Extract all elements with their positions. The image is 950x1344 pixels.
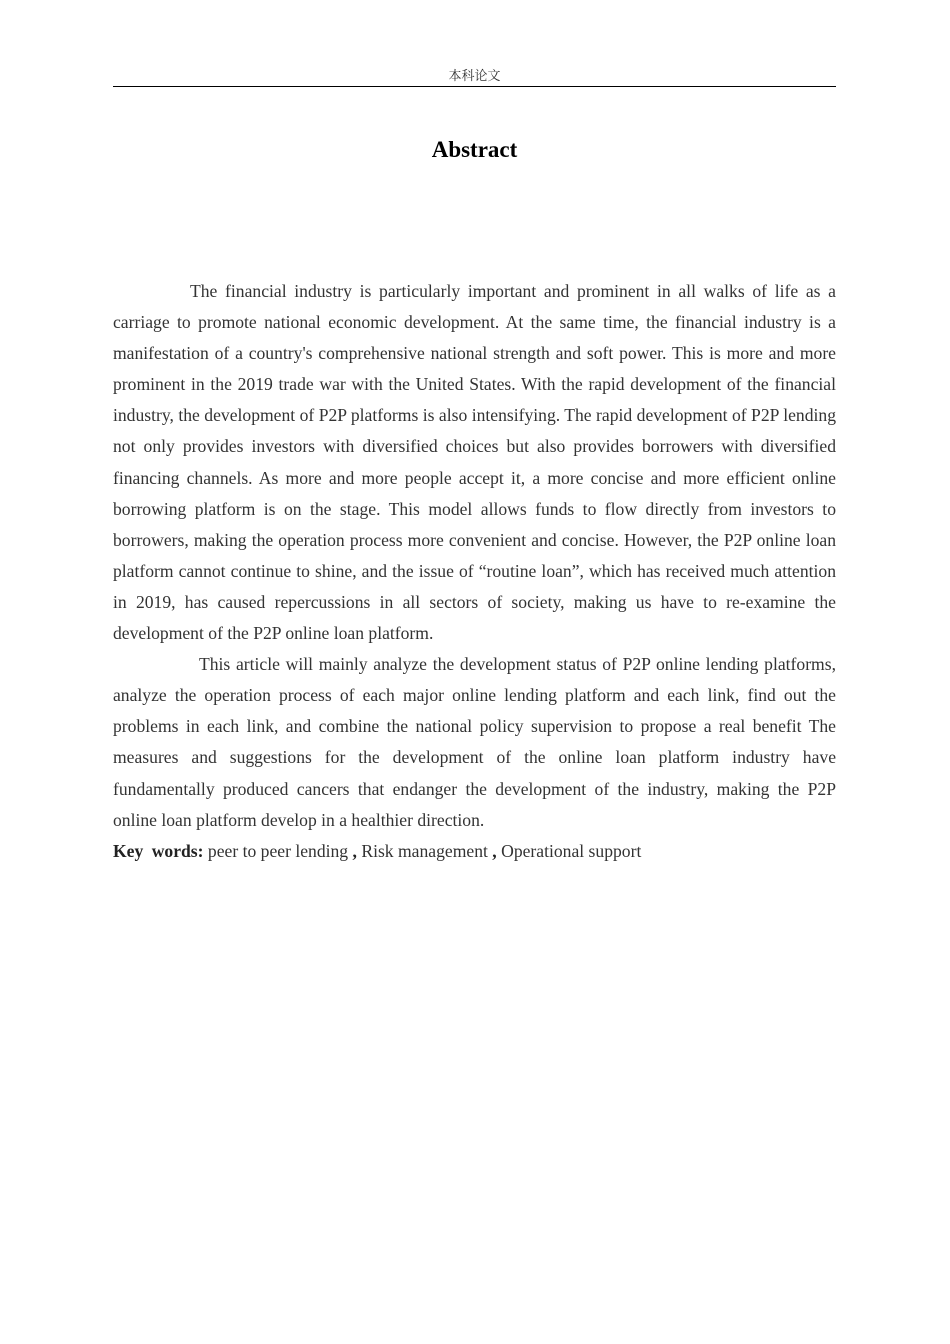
keyword-separator-2: , bbox=[492, 840, 497, 861]
keywords-label: Key words: bbox=[113, 840, 204, 861]
keyword-3: Operational support bbox=[501, 840, 642, 861]
abstract-paragraph-2: This article will mainly analyze the development status of P2P online lending platforms, analyze the operation process of each major online lending platform and each link, find out the problems in each link, and combine the national policy supervision to propose a real benefit The measures and suggestions for the development of the online loan platform industry have fundamentally produced cancers that endanger the development of the industry, making the P2P online loan platform develop in a healthier direction. bbox=[113, 654, 836, 830]
keyword-2: Risk management bbox=[361, 840, 488, 861]
keyword-1: peer to peer lending bbox=[207, 840, 349, 861]
header-text: 本科论文 bbox=[448, 68, 501, 83]
abstract-paragraph-1: The financial industry is particularly important and prominent in all walks of life as a carriage to promote national economic development. At the same time, the financial industry is a manifestation of a country's comprehensive national strength and soft power. This is more and more prominent in the 2019 trade war with the United States. With the rapid development of the financial industry, the development of P2P platforms is also intensifying. The rapid development of P2P lending not only provides investors with diversified choices but also provides borrowers with diversified financing channels. As more and more people accept it, a more concise and more efficient online borrowing platform is on the stage. This model allows funds to flow directly from investors to borrowers, making the operation process more convenient and concise. However, the P2P online loan platform cannot continue to shine, and the issue of “routine loan”, which has received much attention in 2019, has caused repercussions in all sectors of society, making us have to re-examine the development of the P2P online loan platform. bbox=[113, 281, 836, 644]
page-header bbox=[113, 66, 836, 87]
abstract-title: Abstract bbox=[431, 137, 518, 162]
keywords-line bbox=[113, 836, 836, 867]
abstract-body bbox=[113, 276, 836, 867]
keyword-separator-1: , bbox=[352, 840, 357, 861]
